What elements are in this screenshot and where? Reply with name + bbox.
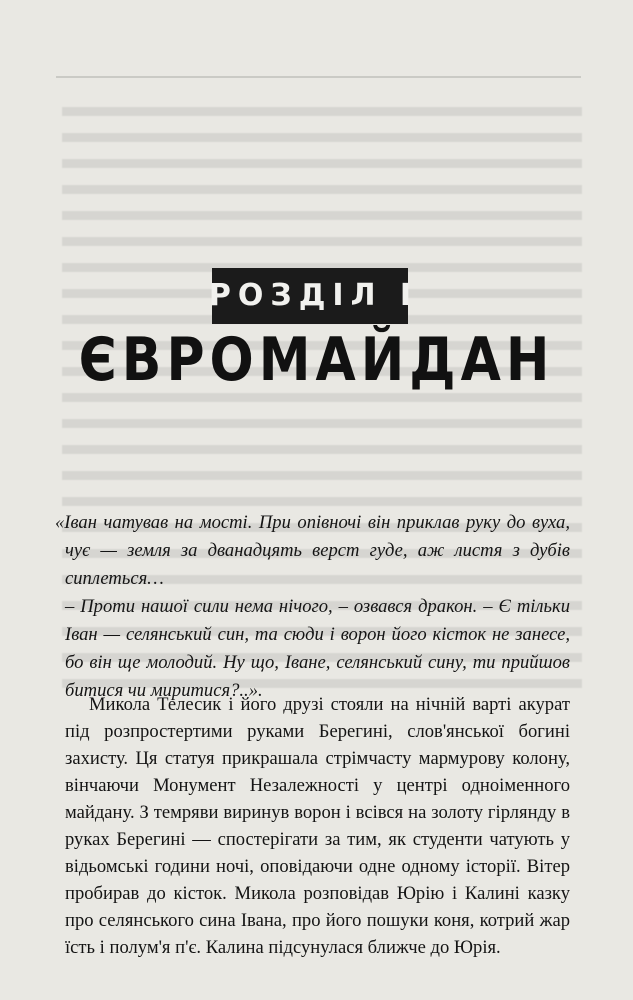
- chapter-label-box: [208, 268, 419, 324]
- chapter-label: РОЗДІЛ I: [208, 278, 419, 313]
- body-text: [65, 691, 570, 961]
- header-rule: [56, 76, 581, 78]
- epigraph-paragraph: «Іван чатував на мості. При опівночі він приклав руку до вуха, чує — земля за дванадцять верст гуде, аж листя з дубів сиплеться…: [55, 512, 570, 589]
- chapter-title: ЄВРОМАЙДАН: [78, 326, 555, 395]
- epigraph: [55, 509, 570, 705]
- body-paragraph: Микола Телесик і його друзі стояли на нічній варті акурат під розпростертими руками Берегині, слов'янської богині захисту. Ця статуя прикрашала стрімчасту мармурову колону, вінчаючи Монумент Незалежності у центрі одноіменного майдану. З темряви виринув ворон і всівся на золоту гірлянду в руках Берегині — спостерігати за тим, як студенти чатують у відьомські години ночі, оповідаючи одне одному історії. Вітер пробирав до кісток. Микола розповідав Юрію і Калині казку про селянського сина Івана, про його пошуки коня, котрий жар їсть і полум'я п'є. Калина підсунулася ближче до Юрія.: [65, 694, 570, 958]
- epigraph-paragraph: – Проти нашої сили нема нічого, – озвався дракон. – Є тільки Іван — селянський син, та сюди і ворон його кісток не занесе, бо він ще молодий. Ну що, Іване, селянський сину, ти прийшов битися чи миритися?..».: [65, 596, 570, 701]
